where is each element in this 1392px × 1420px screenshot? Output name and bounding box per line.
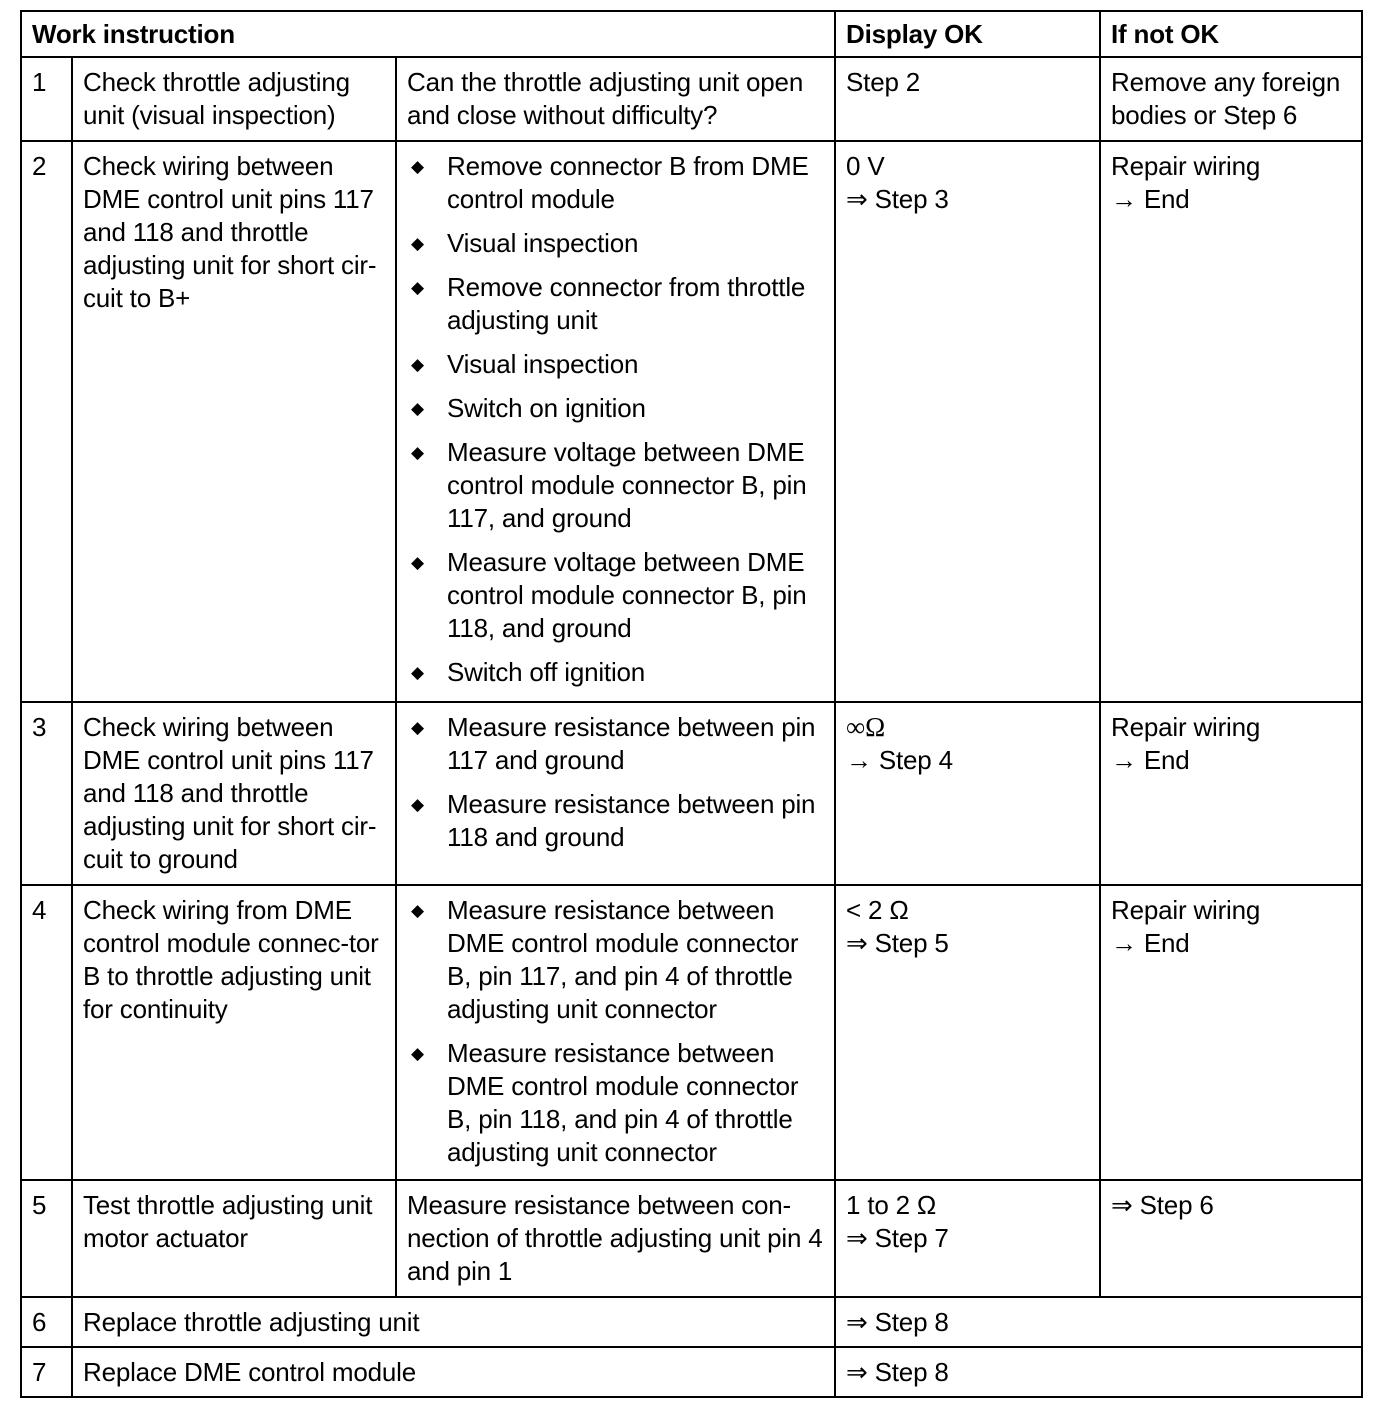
display-ok-cell: [835, 141, 1100, 702]
bullet-text: Measure resistance between DME control module connector B, pin 118, and pin 4 of throttle adjusting unit connector: [447, 1038, 799, 1167]
display-ok-value: 1 to 2 Ω: [846, 1190, 937, 1220]
bullet-text: Switch on ignition: [447, 393, 646, 423]
diamond-bullet-icon: ◆: [411, 901, 424, 920]
instruction-bullet-list: [407, 894, 824, 1169]
list-item: [407, 546, 824, 645]
bullet-text: Measure voltage between DME control module connector B, pin 118, and ground: [447, 547, 807, 643]
diamond-bullet-icon: ◆: [411, 718, 424, 737]
diamond-bullet-icon: ◆: [411, 157, 424, 176]
instruction-bullet-list: [407, 711, 824, 854]
task-cell: Check wiring between DME control unit pins 117 and 118 and throttle adjusting unit for short cir-cuit to B+: [72, 141, 396, 702]
table-row: [21, 141, 1362, 702]
bullet-text: Remove connector B from DME control module: [447, 151, 809, 214]
bullet-text: Remove connector from throttle adjusting unit: [447, 272, 806, 335]
diamond-bullet-icon: ◆: [411, 795, 424, 814]
display-ok-value: 0 V: [846, 151, 885, 181]
if-not-ok-action: Repair wiring: [1111, 712, 1261, 742]
if-not-ok-next-step: → End: [1111, 928, 1190, 958]
if-not-ok-action: Repair wiring: [1111, 151, 1261, 181]
header-display-ok: Display OK: [835, 11, 1100, 57]
table-row: [21, 57, 1362, 141]
table-row: [21, 1180, 1362, 1297]
display-ok-next-step: ⇒ Step 3: [846, 184, 949, 214]
step-number: 7: [21, 1347, 72, 1397]
step-number: 1: [21, 57, 72, 141]
list-item: [407, 711, 824, 777]
list-item: [407, 788, 824, 854]
bullet-text: Visual inspection: [447, 228, 639, 258]
list-item: [407, 656, 824, 689]
diamond-bullet-icon: ◆: [411, 663, 424, 682]
task-cell: Check throttle adjusting unit (visual inspection): [72, 57, 396, 141]
list-item: [407, 1037, 824, 1169]
bullet-text: Switch off ignition: [447, 657, 646, 687]
diamond-bullet-icon: ◆: [411, 553, 424, 572]
step-number: 6: [21, 1297, 72, 1347]
display-ok-next-step: ⇒ Step 7: [846, 1223, 949, 1253]
if-not-ok-cell: [1100, 141, 1362, 702]
display-ok-cell: [835, 702, 1100, 885]
instruction-cell: Measure resistance between con-nection of throttle adjusting unit pin 4 and pin 1: [396, 1180, 835, 1297]
bullet-text: Measure voltage between DME control module connector B, pin 117, and ground: [447, 437, 807, 533]
if-not-ok-cell: [1100, 702, 1362, 885]
task-cell: Replace DME control module: [72, 1347, 835, 1397]
list-item: [407, 392, 824, 425]
display-ok-cell: ⇒ Step 8: [835, 1297, 1362, 1347]
bullet-text: Measure resistance between pin 117 and ground: [447, 712, 816, 775]
instruction-cell: [396, 141, 835, 702]
bullet-text: Measure resistance between DME control module connector B, pin 117, and pin 4 of throttle adjusting unit connector: [447, 895, 799, 1024]
table-row: [21, 702, 1362, 885]
instruction-cell: Can the throttle adjusting unit open and close without difficulty?: [396, 57, 835, 141]
list-item: [407, 894, 824, 1026]
header-work-instruction: Work instruction: [21, 11, 835, 57]
step-number: 3: [21, 702, 72, 885]
list-item: [407, 150, 824, 216]
diamond-bullet-icon: ◆: [411, 443, 424, 462]
display-ok-cell: [835, 885, 1100, 1180]
task-cell: Check wiring between DME control unit pins 117 and 118 and throttle adjusting unit for short cir-cuit to ground: [72, 702, 396, 885]
diamond-bullet-icon: ◆: [411, 355, 424, 374]
table-header-row: [21, 11, 1362, 57]
diamond-bullet-icon: ◆: [411, 234, 424, 253]
task-cell: Check wiring from DME control module connec-tor B to throttle adjusting unit for continuity: [72, 885, 396, 1180]
if-not-ok-next-step: → End: [1111, 745, 1190, 775]
work-instruction-table: [20, 10, 1363, 1398]
diamond-bullet-icon: ◆: [411, 278, 424, 297]
instruction-bullet-list: [407, 150, 824, 689]
table-row: [21, 1297, 1362, 1347]
step-number: 5: [21, 1180, 72, 1297]
if-not-ok-action: Repair wiring: [1111, 895, 1261, 925]
step-number: 4: [21, 885, 72, 1180]
display-ok-next-step: ⇒ Step 5: [846, 928, 949, 958]
bullet-text: Measure resistance between pin 118 and ground: [447, 789, 816, 852]
list-item: [407, 227, 824, 260]
diamond-bullet-icon: ◆: [411, 399, 424, 418]
instruction-cell: [396, 702, 835, 885]
if-not-ok-next-step: → End: [1111, 184, 1190, 214]
display-ok-cell: ⇒ Step 8: [835, 1347, 1362, 1397]
work-instruction-document: [20, 10, 1363, 1398]
display-ok-cell: [835, 1180, 1100, 1297]
bullet-text: Visual inspection: [447, 349, 639, 379]
display-ok-cell: Step 2: [835, 57, 1100, 141]
table-row: [21, 1347, 1362, 1397]
instruction-cell: [396, 885, 835, 1180]
if-not-ok-cell: Remove any foreign bodies or Step 6: [1100, 57, 1362, 141]
task-cell: Replace throttle adjusting unit: [72, 1297, 835, 1347]
table-row: [21, 885, 1362, 1180]
if-not-ok-cell: [1100, 885, 1362, 1180]
display-ok-value: < 2 Ω: [846, 895, 909, 925]
step-number: 2: [21, 141, 72, 702]
list-item: [407, 348, 824, 381]
header-if-not-ok: If not OK: [1100, 11, 1362, 57]
diamond-bullet-icon: ◆: [411, 1044, 424, 1063]
display-ok-next-step: → Step 4: [846, 745, 953, 775]
list-item: [407, 436, 824, 535]
if-not-ok-cell: ⇒ Step 6: [1100, 1180, 1362, 1297]
display-ok-value: ∞Ω: [846, 712, 885, 742]
list-item: [407, 271, 824, 337]
task-cell: Test throttle adjusting unit motor actuator: [72, 1180, 396, 1297]
